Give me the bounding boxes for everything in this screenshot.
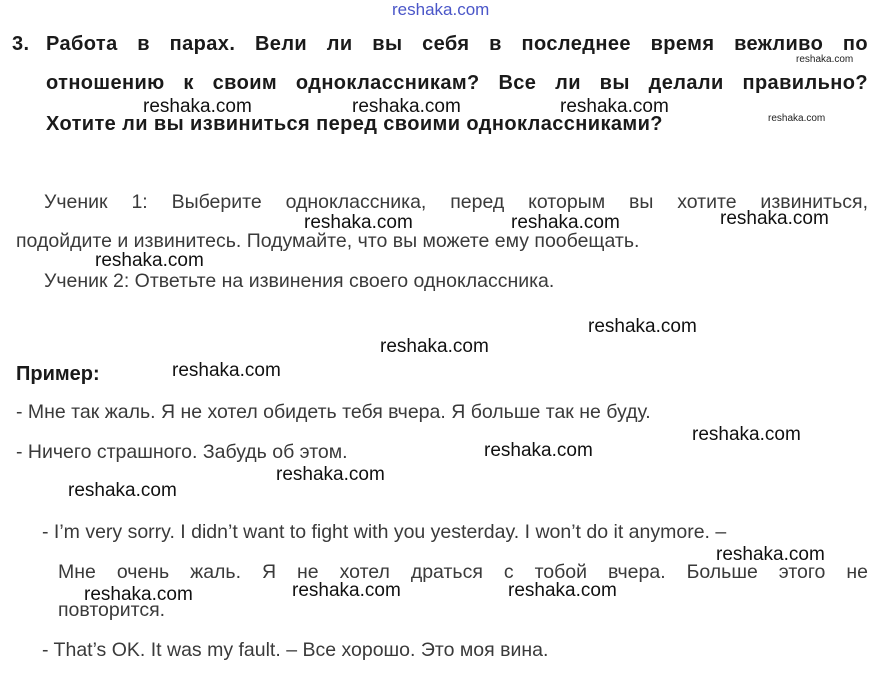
example-en-line-2: Мне очень жаль. Я не хотел драться с тобой вчера. Больше этого не bbox=[58, 561, 868, 583]
watermark: reshaka.com bbox=[84, 584, 193, 605]
task-line-1: Работа в парах. Вели ли вы себя в последнее время вежливо по bbox=[46, 33, 868, 55]
example-ru-line-2: - Ничего страшного. Забудь об этом. bbox=[16, 441, 348, 463]
example-heading: Пример: bbox=[16, 363, 100, 385]
example-en-line-1: - I’m very sorry. I didn’t want to fight with you yesterday. I won’t do it anymore. – bbox=[42, 521, 727, 543]
watermark: reshaka.com bbox=[292, 580, 401, 601]
watermark: reshaka.com bbox=[720, 208, 829, 229]
watermark: reshaka.com bbox=[172, 360, 281, 381]
example-en-line-4: - That’s OK. It was my fault. – Все хорошо. Это моя вина. bbox=[42, 639, 549, 661]
watermark: reshaka.com bbox=[560, 96, 669, 117]
example-en-line-3: повторится. bbox=[58, 599, 166, 621]
student1-instruction-line-1: Ученик 1: Выберите одноклассника, перед которым вы хотите извиниться, bbox=[44, 191, 868, 213]
student1-instruction-line-2: подойдите и извинитесь. Подумайте, что вы можете ему пообещать. bbox=[16, 230, 640, 252]
task-line-2: отношению к своим одноклассникам? Все ли вы делали правильно? bbox=[46, 72, 868, 94]
watermark: reshaka.com bbox=[511, 212, 620, 233]
student2-instruction: Ученик 2: Ответьте на извинения своего одноклассника. bbox=[44, 270, 555, 292]
watermark-small: reshaka.com bbox=[796, 54, 854, 65]
watermark-top: reshaka.com bbox=[392, 0, 490, 19]
watermark: reshaka.com bbox=[143, 96, 252, 117]
example-ru-line-1: - Мне так жаль. Я не хотел обидеть тебя вчера. Я больше так не буду. bbox=[16, 401, 651, 423]
watermark: reshaka.com bbox=[380, 336, 489, 357]
watermark: reshaka.com bbox=[508, 580, 617, 601]
watermark: reshaka.com bbox=[68, 480, 177, 501]
watermark: reshaka.com bbox=[95, 250, 204, 271]
watermark: reshaka.com bbox=[304, 212, 413, 233]
task-number: 3. bbox=[12, 33, 30, 55]
watermark: reshaka.com bbox=[588, 316, 697, 337]
watermark: reshaka.com bbox=[484, 440, 593, 461]
watermark: reshaka.com bbox=[352, 96, 461, 117]
task-line-3: Хотите ли вы извиниться перед своими одноклассниками? bbox=[46, 113, 663, 135]
watermark: reshaka.com bbox=[276, 464, 385, 485]
watermark: reshaka.com bbox=[692, 424, 801, 445]
watermark: reshaka.com bbox=[716, 544, 825, 565]
watermark-small: reshaka.com bbox=[768, 113, 826, 124]
